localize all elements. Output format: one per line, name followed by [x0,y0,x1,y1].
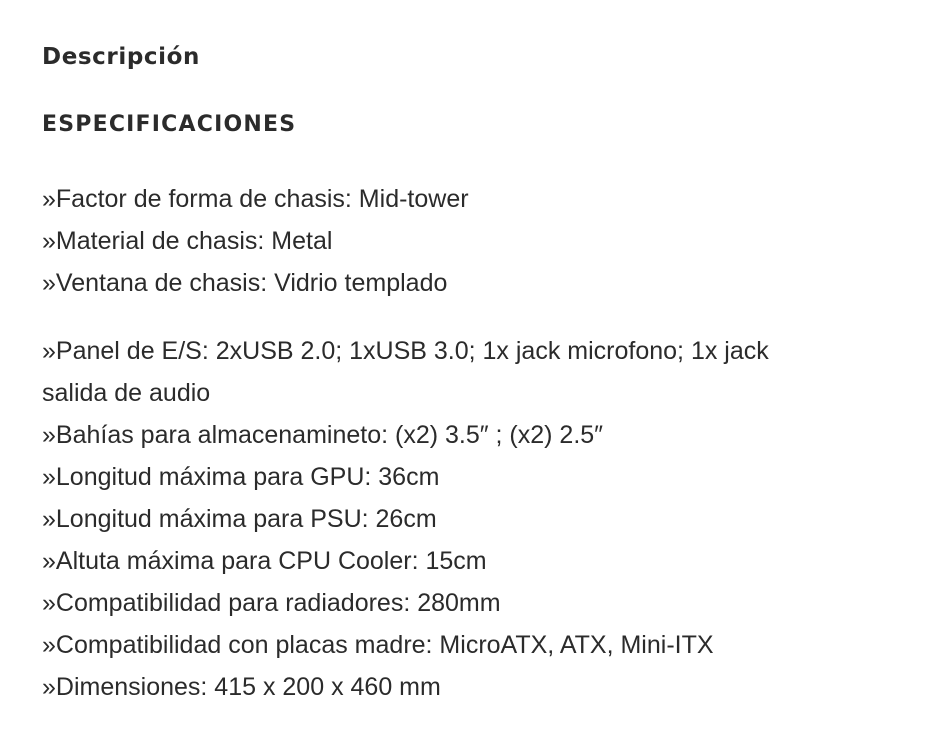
spec-heading: ESPECIFICACIONES [42,112,297,137]
spec-item: »Longitud máxima para GPU: 36cm [42,463,440,491]
spec-item: »Dimensiones: 415 x 200 x 460 mm [42,673,441,701]
spec-item: »Bahías para almacenamineto: (x2) 3.5″ ; (x2) 2.5″ [42,421,604,449]
spec-item: »Panel de E/S: 2xUSB 2.0; 1xUSB 3.0; 1x jack microfono; 1x jack [42,337,769,365]
spec-item: »Ventana de chasis: Vidrio templado [42,269,448,297]
spec-list-details [42,330,902,708]
spec-item: »Compatibilidad para radiadores: 280mm [42,589,501,617]
spec-item: »Longitud máxima para PSU: 26cm [42,505,437,533]
spec-item: »Factor de forma de chasis: Mid-tower [42,185,469,213]
spec-item: »Material de chasis: Metal [42,227,333,255]
spec-item: »Compatibilidad con placas madre: MicroATX, ATX, Mini-ITX [42,631,714,659]
spec-list-chassis [42,178,902,304]
spec-item: »Altuta máxima para CPU Cooler: 15cm [42,547,487,575]
section-title: Descripción [42,44,200,70]
spec-item-continuation: salida de audio [42,379,211,407]
